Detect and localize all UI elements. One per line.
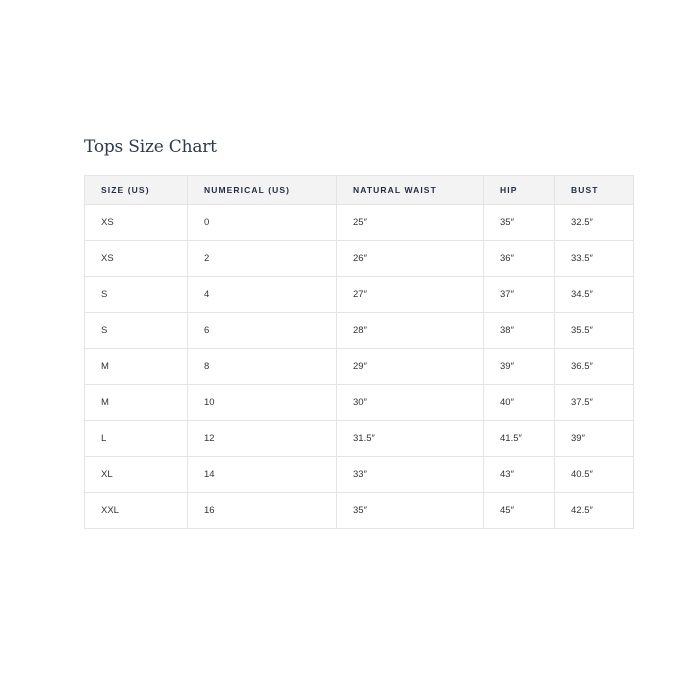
cell-natural-waist: 28″ [337,313,484,349]
cell-numerical: 10 [188,385,337,421]
cell-hip: 45″ [484,493,555,529]
cell-numerical: 4 [188,277,337,313]
cell-numerical: 8 [188,349,337,385]
cell-bust: 42.5″ [555,493,634,529]
cell-size: XS [85,205,188,241]
cell-bust: 39″ [555,421,634,457]
header-hip: HIP [484,176,555,205]
cell-hip: 36″ [484,241,555,277]
cell-bust: 35.5″ [555,313,634,349]
header-size-us: SIZE (US) [85,176,188,205]
page-title: Tops Size Chart [84,137,217,157]
cell-numerical: 0 [188,205,337,241]
cell-size: S [85,277,188,313]
table-row [85,457,634,493]
table-row [85,241,634,277]
cell-bust: 40.5″ [555,457,634,493]
size-chart-table [84,175,634,529]
cell-hip: 39″ [484,349,555,385]
cell-size: XXL [85,493,188,529]
cell-natural-waist: 27″ [337,277,484,313]
cell-bust: 33.5″ [555,241,634,277]
cell-hip: 41.5″ [484,421,555,457]
table-row [85,421,634,457]
cell-size: S [85,313,188,349]
table-row [85,349,634,385]
table-row [85,313,634,349]
cell-hip: 35″ [484,205,555,241]
cell-natural-waist: 25″ [337,205,484,241]
cell-size: M [85,385,188,421]
table-row [85,277,634,313]
cell-size: M [85,349,188,385]
cell-size: XL [85,457,188,493]
table-row [85,385,634,421]
cell-hip: 43″ [484,457,555,493]
cell-bust: 36.5″ [555,349,634,385]
cell-hip: 38″ [484,313,555,349]
cell-bust: 32.5″ [555,205,634,241]
cell-natural-waist: 33″ [337,457,484,493]
cell-natural-waist: 26″ [337,241,484,277]
cell-natural-waist: 29″ [337,349,484,385]
table-row [85,205,634,241]
cell-numerical: 6 [188,313,337,349]
header-numerical-us: NUMERICAL (US) [188,176,337,205]
cell-numerical: 16 [188,493,337,529]
table-row [85,493,634,529]
table-header-row [85,176,634,205]
cell-natural-waist: 30″ [337,385,484,421]
cell-bust: 34.5″ [555,277,634,313]
cell-numerical: 14 [188,457,337,493]
header-bust: BUST [555,176,634,205]
cell-size: L [85,421,188,457]
cell-hip: 40″ [484,385,555,421]
cell-bust: 37.5″ [555,385,634,421]
cell-hip: 37″ [484,277,555,313]
cell-numerical: 12 [188,421,337,457]
cell-size: XS [85,241,188,277]
header-natural-waist: NATURAL WAIST [337,176,484,205]
cell-natural-waist: 31.5″ [337,421,484,457]
cell-natural-waist: 35″ [337,493,484,529]
cell-numerical: 2 [188,241,337,277]
